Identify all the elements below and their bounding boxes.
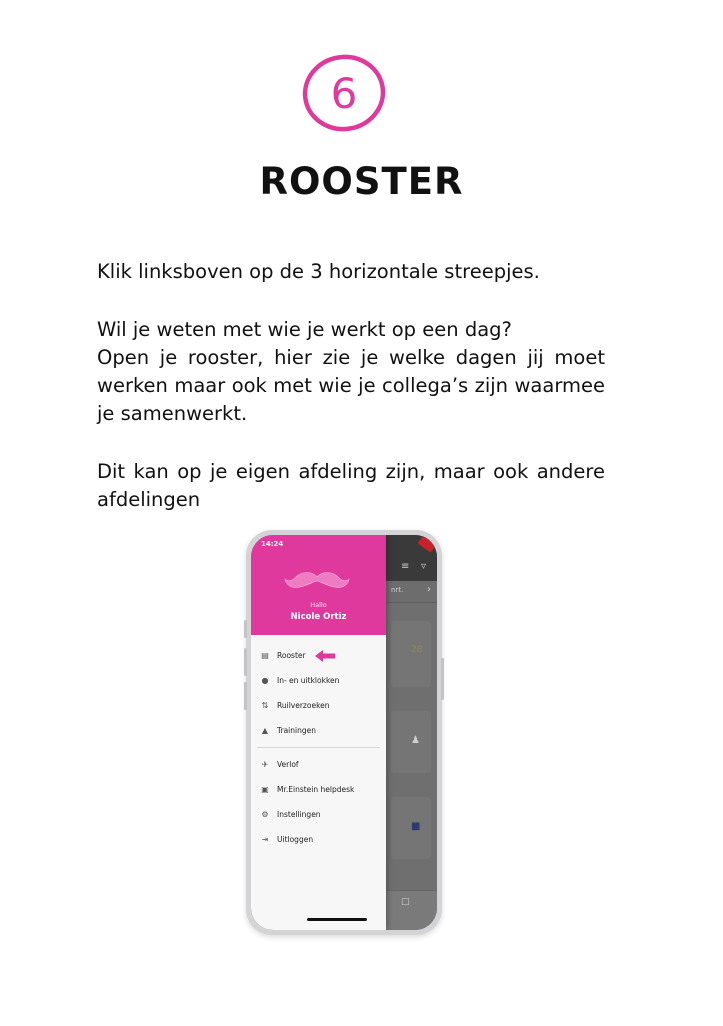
step-number: 6	[330, 69, 358, 118]
person-icon: ♟	[411, 735, 420, 746]
swap-icon: ⇅	[261, 700, 269, 710]
filter-icon: ▿	[421, 561, 427, 572]
status-time: 14:24	[261, 540, 284, 548]
home-indicator	[307, 918, 367, 921]
date-snippet: nrt.	[391, 586, 404, 594]
list-icon: ≡	[401, 561, 410, 572]
shift-card	[391, 797, 431, 859]
phone-volume-up-button	[244, 648, 247, 676]
step-number-badge	[301, 53, 387, 133]
phone-screen	[251, 535, 437, 930]
shift-card	[391, 711, 431, 773]
gear-icon: ⚙	[261, 809, 269, 819]
shirt-icon: ■	[411, 821, 421, 832]
instruction-paragraph-3: Dit kan op je eigen afdeling zijn, maar ook andere afdelingen	[97, 460, 605, 511]
logout-icon: ⇥	[261, 834, 269, 844]
chevron-right-icon: ›	[427, 584, 431, 595]
page-title: ROOSTER	[259, 160, 464, 203]
menu-item-label: Uitloggen	[277, 835, 314, 844]
menu-item-ruilverzoeken[interactable]	[251, 693, 386, 718]
graduation-cap-icon: ▲	[261, 725, 269, 735]
instruction-question: Wil je weten met wie je werkt op een dag?	[97, 318, 512, 341]
menu-item-instellingen[interactable]	[251, 802, 386, 827]
debug-badge	[418, 535, 437, 552]
menu-item-label: In- en uitklokken	[277, 676, 340, 685]
menu-item-label: Verlof	[277, 760, 299, 769]
menu-item-label: Instellingen	[277, 810, 321, 819]
menu-item-rooster[interactable]	[251, 643, 386, 668]
menu-item-trainingen[interactable]	[251, 718, 386, 743]
instruction-paragraph-1: Klik linksboven op de 3 horizontale streepjes.	[97, 260, 540, 283]
instruction-paragraph-2	[97, 316, 605, 428]
user-name: Nicole Ortiz	[290, 612, 347, 622]
drawer-header	[251, 535, 386, 635]
clock-icon: ●	[261, 675, 269, 685]
phone-power-button	[441, 658, 444, 700]
instruction-explanation: Open je rooster, hier zie je welke dagen jij moet werken maar ook met wie je collega’s zijn waarmee je samenwerkt.	[97, 346, 605, 425]
greeting: Hallo	[310, 601, 327, 609]
mustache-logo	[284, 569, 350, 591]
shift-card	[391, 621, 431, 687]
phone-side-button	[244, 620, 247, 638]
menu-item-verlof[interactable]	[251, 752, 386, 777]
arrow-left-icon	[315, 650, 335, 662]
navigation-drawer	[251, 535, 386, 930]
airplane-icon: ✈	[261, 759, 269, 769]
menu-divider	[257, 747, 380, 748]
menu-item-label: Mr.Einstein helpdesk	[277, 785, 355, 794]
phone-mockup	[246, 530, 442, 935]
shift-card-number: 28	[411, 645, 423, 655]
phone-volume-down-button	[244, 682, 247, 710]
drawer-menu	[251, 635, 386, 852]
menu-item-label: Trainingen	[277, 726, 316, 735]
menu-item-label: Ruilverzoeken	[277, 701, 330, 710]
menu-item-in-uitklokken[interactable]	[251, 668, 386, 693]
menu-item-label: Rooster	[277, 651, 306, 660]
chat-icon: ▣	[261, 784, 269, 794]
menu-item-uitloggen[interactable]	[251, 827, 386, 852]
calendar-icon: ▤	[261, 650, 269, 660]
menu-item-helpdesk[interactable]	[251, 777, 386, 802]
calendar-icon: □	[401, 897, 410, 907]
